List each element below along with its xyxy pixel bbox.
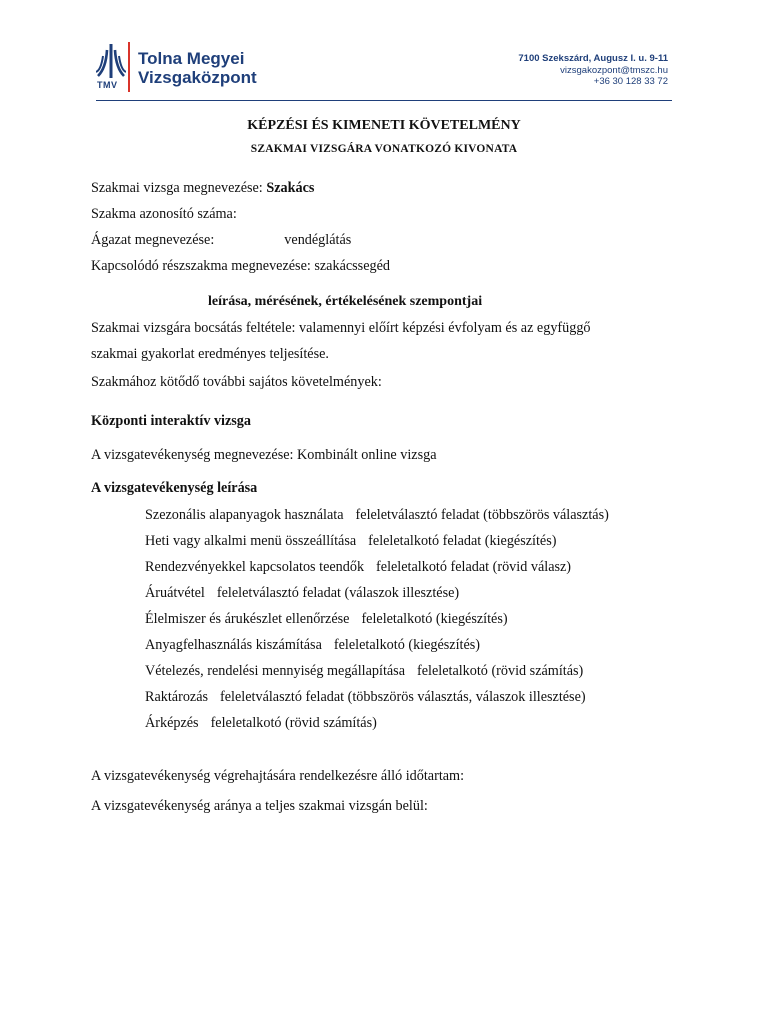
task-type: feleletválasztó feladat (válaszok illesztése) (216, 585, 460, 601)
task-topic: Vételezés, rendelési mennyiség megállapítása (145, 663, 405, 679)
header-divider (96, 100, 672, 101)
list-item (145, 688, 609, 714)
contact-phone: +36 30 128 33 72 (593, 76, 668, 87)
task-topic: Raktározás (145, 689, 209, 705)
field-vizsga-value: Szakács (266, 180, 315, 196)
duration-line: A vizsgatevékenység végrehajtására rendelkezésre álló időtartam: (91, 768, 465, 784)
list-item (145, 584, 609, 610)
org-name-line2: Vizsgaközpont (138, 68, 257, 87)
list-item (145, 610, 609, 636)
field-agazat-value: vendéglátás (284, 232, 352, 248)
field-reszszakma-label: Kapcsolódó részszakma megnevezése: (91, 258, 315, 274)
task-type: feleletalkotó feladat (rövid válasz) (376, 559, 572, 575)
section-heading: leírása, mérésének, értékelésének szempontjai (208, 294, 483, 309)
field-vizsga (91, 180, 314, 197)
document-subtitle: SZAKMAI VIZSGÁRA VONATKOZÓ KIVONATA (250, 143, 518, 155)
list-item (145, 532, 609, 558)
logo-divider (128, 42, 130, 92)
task-type: feleletalkotó (rövid számítás) (210, 715, 377, 731)
contact-email: vizsgakozpont@tmszc.hu (560, 64, 668, 76)
list-item (145, 558, 609, 584)
task-type: feleletalkotó (kiegészítés) (361, 611, 508, 627)
ratio-line: A vizsgatevékenység aránya a teljes szakmai vizsgán belül: (91, 798, 428, 814)
central-exam-heading: Központi interaktív vizsga (91, 413, 251, 429)
task-type: feleletválasztó feladat (többszörös választás, válaszok illesztése) (220, 689, 586, 705)
exam-name-line: A vizsgatevékenység megnevezése: Kombinált online vizsga (91, 447, 437, 463)
task-topic: Árképzés (145, 715, 199, 731)
extra-requirements: Szakmához kötődő további sajátos követelmények: (91, 374, 382, 390)
task-type: feleletalkotó feladat (kiegészítés) (368, 533, 557, 549)
field-azonosito: Szakma azonosító száma: (91, 206, 237, 222)
logo-abbreviation: TMV (97, 80, 118, 90)
task-topic: Heti vagy alkalmi menü összeállítása (145, 533, 357, 549)
list-item (145, 714, 609, 740)
field-vizsga-label: Szakmai vizsga megnevezése: (91, 180, 267, 196)
condition-line-1: Szakmai vizsgára bocsátás feltétele: valamennyi előírt képzési évfolyam és az egyfüggő (91, 320, 591, 336)
task-topic: Anyagfelhasználás kiszámítása (145, 637, 322, 653)
contact-address: 7100 Szekszárd, Augusz I. u. 9-11 (518, 53, 668, 64)
list-item (145, 636, 609, 662)
document-title: KÉPZÉSI ÉS KIMENETI KÖVETELMÉNY (247, 118, 521, 133)
field-agazat-label: Ágazat megnevezése: (91, 232, 215, 248)
task-type: feleletválasztó feladat (többszörös választás) (355, 507, 609, 523)
letterhead (96, 40, 672, 100)
field-reszszakma (91, 258, 390, 275)
task-list (145, 506, 609, 740)
field-reszszakma-value: szakácssegéd (314, 258, 390, 274)
organization-name (138, 49, 257, 87)
list-item (145, 662, 609, 688)
exam-description-heading: A vizsgatevékenység leírása (91, 480, 258, 496)
task-topic: Élelmiszer és árukészlet ellenőrzése (145, 611, 350, 627)
contact-block (518, 53, 668, 88)
task-type: feleletalkotó (rövid számítás) (417, 663, 584, 679)
list-item (145, 506, 609, 532)
field-agazat (91, 232, 351, 249)
task-type: feleletalkotó (kiegészítés) (333, 637, 481, 653)
condition-line-2: szakmai gyakorlat eredményes teljesítése. (91, 346, 329, 362)
task-topic: Áruátvétel (145, 585, 205, 601)
task-topic: Rendezvényekkel kapcsolatos teendők (145, 559, 365, 575)
task-topic: Szezonális alapanyagok használata (145, 507, 344, 523)
org-name-line1: Tolna Megyei (138, 49, 245, 68)
